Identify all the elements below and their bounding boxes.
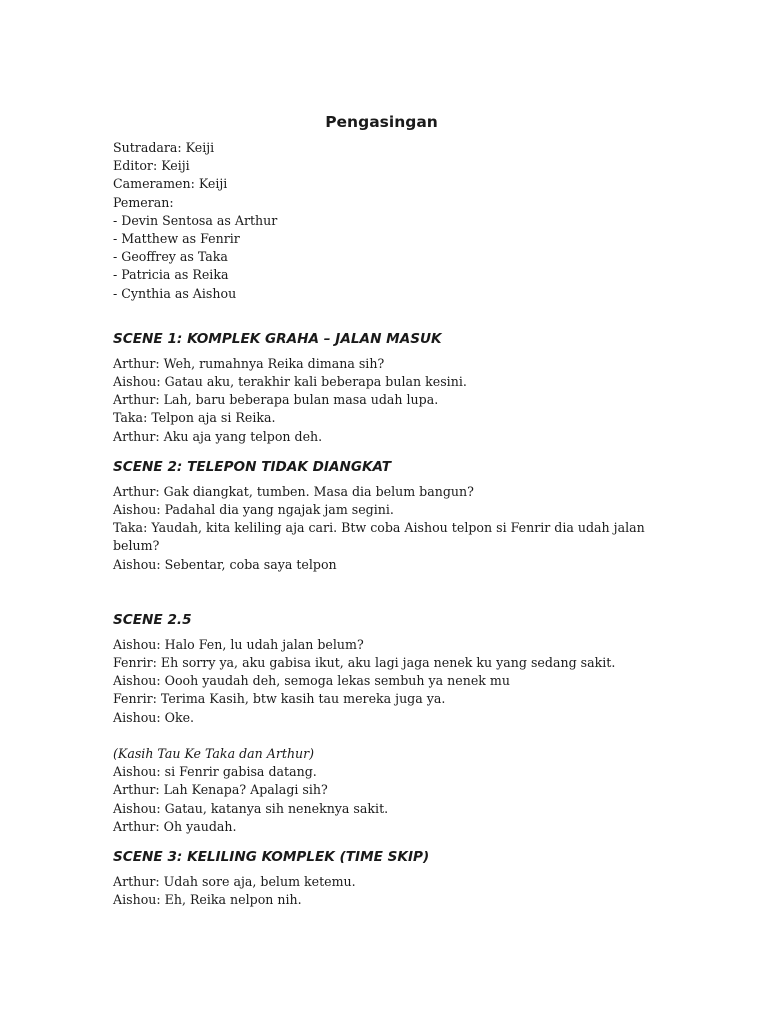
dialogue-line: Fenrir: Eh sorry ya, aku gabisa ikut, aku lagi jaga nenek ku yang sedang sakit. bbox=[113, 655, 616, 671]
dialogue-line: Aishou: Sebentar, coba saya telpon bbox=[113, 556, 337, 572]
credit-line: Pemeran: bbox=[113, 194, 174, 210]
dialogue-line: Arthur: Weh, rumahnya Reika dimana sih? bbox=[113, 355, 385, 371]
dialogue-line: Arthur: Udah sore aja, belum ketemu. bbox=[113, 874, 356, 890]
scene-heading: SCENE 1: KOMPLEK GRAHA – JALAN MASUK bbox=[113, 330, 442, 347]
cast-line: - Patricia as Reika bbox=[113, 267, 229, 283]
dialogue-line: Arthur: Gak diangkat, tumben. Masa dia belum bangun? bbox=[113, 483, 474, 499]
dialogue-line: Arthur: Aku aja yang telpon deh. bbox=[113, 428, 323, 444]
stage-direction: (Kasih Tau Ke Taka dan Arthur) bbox=[113, 746, 315, 762]
dialogue-line: Fenrir: Terima Kasih, btw kasih tau mereka juga ya. bbox=[113, 691, 446, 707]
scene-dialogue bbox=[113, 483, 658, 574]
spacer bbox=[113, 574, 658, 599]
dialogue-line: Arthur: Lah Kenapa? Apalagi sih? bbox=[113, 782, 328, 798]
scene-heading: SCENE 3: KELILING KOMPLEK (TIME SKIP) bbox=[113, 849, 430, 866]
dialogue-line: Taka: Yaudah, kita keliling aja cari. Btw coba Aishou telpon si Fenrir dia udah jalan belum? bbox=[113, 520, 649, 554]
dialogue-line: Aishou: Halo Fen, lu udah jalan belum? bbox=[113, 636, 364, 652]
scene-dialogue bbox=[113, 873, 658, 909]
credits-section bbox=[113, 139, 658, 303]
credit-line: Cameramen: Keiji bbox=[113, 176, 228, 192]
scene-heading: SCENE 2: TELEPON TIDAK DIANGKAT bbox=[113, 458, 392, 475]
cast-line: - Matthew as Fenrir bbox=[113, 231, 240, 247]
cast-line: - Geoffrey as Taka bbox=[113, 249, 228, 265]
dialogue-line: Aishou: si Fenrir gabisa datang. bbox=[113, 764, 317, 780]
scene-dialogue bbox=[113, 636, 658, 836]
dialogue-line: Aishou: Eh, Reika nelpon nih. bbox=[113, 892, 302, 908]
spacer bbox=[113, 727, 658, 745]
dialogue-line: Taka: Telpon aja si Reika. bbox=[113, 410, 276, 426]
dialogue-line: Aishou: Oke. bbox=[113, 709, 195, 725]
document-content bbox=[113, 111, 658, 909]
scene-dialogue bbox=[113, 355, 658, 446]
dialogue-line: Aishou: Gatau aku, terakhir kali beberapa bulan kesini. bbox=[113, 374, 467, 390]
scene-heading: SCENE 2.5 bbox=[113, 611, 192, 628]
dialogue-line: Aishou: Gatau, katanya sih neneknya sakit. bbox=[113, 800, 389, 816]
cast-line: - Devin Sentosa as Arthur bbox=[113, 212, 278, 228]
dialogue-line: Arthur: Lah, baru beberapa bulan masa udah lupa. bbox=[113, 392, 439, 408]
cast-line: - Cynthia as Aishou bbox=[113, 285, 237, 301]
dialogue-line: Arthur: Oh yaudah. bbox=[113, 818, 237, 834]
document-title: Pengasingan bbox=[325, 113, 438, 131]
dialogue-line: Aishou: Oooh yaudah deh, semoga lekas sembuh ya nenek mu bbox=[113, 673, 510, 689]
dialogue-line: Aishou: Padahal dia yang ngajak jam segini. bbox=[113, 502, 394, 518]
credit-line: Sutradara: Keiji bbox=[113, 140, 215, 155]
credit-line: Editor: Keiji bbox=[113, 158, 190, 174]
